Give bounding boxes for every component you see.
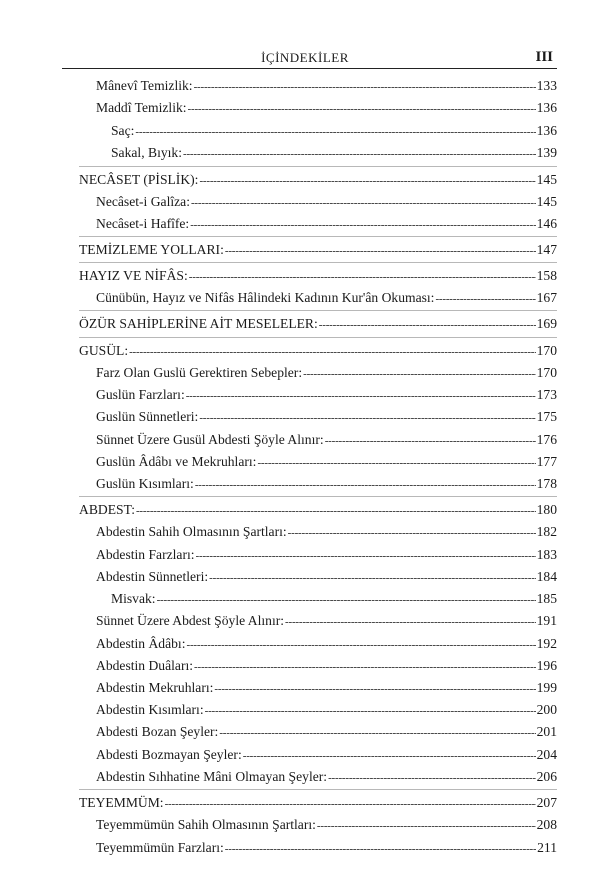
- toc-dot-leader: [243, 746, 536, 766]
- toc-entry[interactable]: [0, 452, 557, 472]
- toc-dot-leader: [317, 816, 536, 836]
- toc-entry[interactable]: [0, 98, 557, 118]
- toc-entry-page-number: 182: [536, 524, 557, 539]
- toc-entry-title: ABDEST:: [79, 502, 135, 517]
- toc-entry-page-number: 208: [536, 817, 557, 832]
- toc-dot-leader: [188, 99, 536, 119]
- toc-entry[interactable]: [0, 240, 557, 260]
- toc-entry-page-number: 204: [536, 747, 557, 762]
- toc-entry-title: Abdestin Sünnetleri:: [96, 569, 209, 584]
- toc-entry-page-number: 191: [536, 613, 557, 628]
- toc-entry-page-number: 146: [536, 216, 557, 231]
- toc-entry[interactable]: [0, 430, 557, 450]
- toc-entry-title: Saç:: [111, 123, 135, 138]
- toc-entry-title: Abdestin Farzları:: [96, 547, 195, 562]
- toc-entry[interactable]: [0, 700, 557, 720]
- toc-entry-title: Teyemmümün Sahih Olmasının Şartları:: [96, 817, 316, 832]
- toc-entry-title: Guslün Farzları:: [96, 387, 185, 402]
- toc-entry-title: TEMİZLEME YOLLARI:: [79, 242, 224, 257]
- toc-entry-page-number: 167: [536, 290, 557, 305]
- toc-entry-page-number: 177: [536, 454, 557, 469]
- toc-dot-leader: [190, 215, 535, 235]
- toc-entry-title: GUSÜL:: [79, 343, 129, 358]
- toc-entry-title: Misvak:: [111, 591, 156, 606]
- toc-entry[interactable]: [0, 314, 557, 334]
- toc-entry[interactable]: [0, 656, 557, 676]
- toc-entry-page-number: 175: [536, 409, 557, 424]
- toc-entry-page-number: 199: [536, 680, 557, 695]
- toc-entry-page-number: 180: [536, 502, 557, 517]
- toc-entry-page-number: 206: [536, 769, 557, 784]
- section-separator: [79, 789, 557, 790]
- toc-entry-page-number: 184: [536, 569, 557, 584]
- toc-entry-title: Abdestin Sahih Olmasının Şartları:: [96, 524, 287, 539]
- toc-dot-leader: [205, 701, 536, 721]
- toc-entry[interactable]: [0, 745, 557, 765]
- toc-dot-leader: [135, 122, 535, 142]
- toc-dot-leader: [288, 523, 536, 543]
- toc-entry-page-number: 196: [536, 658, 557, 673]
- toc-entry-title: Guslün Kısımları:: [96, 476, 194, 491]
- toc-entry-title: Abdestin Mekruhları:: [96, 680, 214, 695]
- toc-entry-title: Teyemmümün Farzları:: [96, 840, 224, 855]
- toc-entry-title: TEYEMMÜM:: [79, 795, 164, 810]
- toc-entry[interactable]: [0, 634, 557, 654]
- toc-entry-page-number: 158: [536, 268, 557, 283]
- toc-entry[interactable]: [0, 214, 557, 234]
- toc-dot-leader: [186, 635, 535, 655]
- toc-entry[interactable]: [0, 678, 557, 698]
- toc-entry-title: Necâset-i Galîza:: [96, 194, 190, 209]
- toc-entry-title: Guslün Âdâbı ve Mekruhları:: [96, 454, 257, 469]
- toc-entry-page-number: 211: [537, 840, 557, 855]
- toc-entry-page-number: 200: [536, 702, 557, 717]
- section-separator: [79, 236, 557, 237]
- toc-dot-leader: [435, 289, 535, 309]
- toc-entry[interactable]: [0, 722, 557, 742]
- toc-entry-page-number: 136: [536, 100, 557, 115]
- toc-dot-leader: [191, 193, 536, 213]
- toc-entry[interactable]: [0, 385, 557, 405]
- toc-entry-page-number: 185: [536, 591, 557, 606]
- toc-entry-title: Necâset-i Hafîfe:: [96, 216, 190, 231]
- toc-entry-page-number: 169: [536, 316, 557, 331]
- toc-entry-page-number: 178: [536, 476, 557, 491]
- toc-entry[interactable]: [0, 838, 557, 858]
- toc-entry-title: HAYIZ VE NİFÂS:: [79, 268, 188, 283]
- toc-entry-title: Maddî Temizlik:: [96, 100, 187, 115]
- toc-entry-title: Sünnet Üzere Gusül Abdesti Şöyle Alınır:: [96, 432, 324, 447]
- toc-dot-leader: [189, 267, 536, 287]
- toc-dot-leader: [225, 839, 536, 859]
- toc-dot-leader: [319, 315, 536, 335]
- toc-entry-title: Abdestin Duâları:: [96, 658, 194, 673]
- toc-entry[interactable]: [0, 76, 557, 96]
- toc-entry-title: Abdestin Kısımları:: [96, 702, 204, 717]
- toc-dot-leader: [194, 77, 536, 97]
- toc-entry-page-number: 207: [536, 795, 557, 810]
- toc-entry-page-number: 183: [536, 547, 557, 562]
- toc-entry-title: Abdesti Bozmayan Şeyler:: [96, 747, 242, 762]
- toc-dot-leader: [129, 342, 536, 362]
- toc-entry[interactable]: [0, 589, 557, 609]
- toc-entry-page-number: 145: [536, 194, 557, 209]
- toc-dot-leader: [225, 241, 536, 261]
- toc-entry[interactable]: [0, 474, 557, 494]
- toc-entry-page-number: 136: [536, 123, 557, 138]
- toc-entry-page-number: 192: [536, 636, 557, 651]
- toc-entry-title: NECÂSET (PİSLİK):: [79, 172, 199, 187]
- toc-dot-leader: [165, 794, 536, 814]
- toc-entry-title: Farz Olan Guslü Gerektiren Sebepler:: [96, 365, 303, 380]
- toc-entry-page-number: 139: [536, 145, 557, 160]
- toc-dot-leader: [186, 386, 536, 406]
- toc-entry-page-number: 176: [536, 432, 557, 447]
- toc-entry[interactable]: [0, 793, 557, 813]
- toc-entry[interactable]: [0, 288, 557, 308]
- toc-entry-page-number: 201: [536, 724, 557, 739]
- toc-dot-leader: [195, 475, 536, 495]
- toc-dot-leader: [303, 364, 536, 384]
- toc-entry[interactable]: [0, 545, 557, 565]
- header-rule: [62, 68, 557, 69]
- toc-entry-title: Sünnet Üzere Abdest Şöyle Alınır:: [96, 613, 285, 628]
- toc-entry[interactable]: [0, 500, 557, 520]
- toc-entry[interactable]: [0, 522, 557, 542]
- toc-entry-page-number: 133: [536, 78, 557, 93]
- section-separator: [79, 337, 557, 338]
- toc-entry-page-number: 170: [536, 343, 557, 358]
- toc-dot-leader: [199, 408, 535, 428]
- toc-entry-page-number: 145: [536, 172, 557, 187]
- toc-dot-leader: [199, 171, 535, 191]
- toc-dot-leader: [325, 431, 536, 451]
- toc-dot-leader: [136, 501, 536, 521]
- toc-entry[interactable]: [0, 767, 557, 787]
- toc-entry-page-number: 147: [536, 242, 557, 257]
- toc-entry[interactable]: [0, 121, 557, 141]
- toc-entry[interactable]: [0, 266, 557, 286]
- section-separator: [79, 310, 557, 311]
- toc-entry[interactable]: [0, 192, 557, 212]
- toc-dot-leader: [157, 590, 536, 610]
- toc-entry-page-number: 170: [536, 365, 557, 380]
- toc-dot-leader: [183, 144, 536, 164]
- toc-dot-leader: [209, 568, 535, 588]
- running-header-page-number: III: [535, 49, 553, 65]
- toc-entry-title: Abdestin Sıhhatine Mâni Olmayan Şeyler:: [96, 769, 328, 784]
- toc-entry[interactable]: [0, 341, 557, 361]
- toc-entry[interactable]: [0, 567, 557, 587]
- toc-dot-leader: [285, 612, 536, 632]
- toc-entry-title: Cünübün, Hayız ve Nifâs Hâlindeki Kadının Kur'ân Okuması:: [96, 290, 435, 305]
- section-separator: [79, 166, 557, 167]
- toc-dot-leader: [219, 723, 535, 743]
- toc-dot-leader: [196, 546, 536, 566]
- toc-entry[interactable]: [0, 363, 557, 383]
- section-separator: [79, 496, 557, 497]
- toc-dot-leader: [257, 453, 535, 473]
- toc-dot-leader: [328, 768, 536, 788]
- toc-entry-title: Sakal, Bıyık:: [111, 145, 182, 160]
- toc-entry[interactable]: [0, 407, 557, 427]
- toc-entry[interactable]: [0, 170, 557, 190]
- toc-entry-page-number: 173: [536, 387, 557, 402]
- toc-dot-leader: [194, 657, 536, 677]
- toc-entry-title: Abdesti Bozan Şeyler:: [96, 724, 219, 739]
- toc-entry[interactable]: [0, 611, 557, 631]
- running-header-title: İÇİNDEKİLER: [261, 50, 349, 65]
- toc-entry-title: Guslün Sünnetleri:: [96, 409, 199, 424]
- toc-entry-title: ÖZÜR SAHİPLERİNE AİT MESELELER:: [79, 316, 318, 331]
- toc-entry-title: Abdestin Âdâbı:: [96, 636, 186, 651]
- toc-entry[interactable]: [0, 815, 557, 835]
- toc-entry-title: Mânevî Temizlik:: [96, 78, 193, 93]
- toc-dot-leader: [214, 679, 535, 699]
- toc-entry[interactable]: [0, 143, 557, 163]
- section-separator: [79, 262, 557, 263]
